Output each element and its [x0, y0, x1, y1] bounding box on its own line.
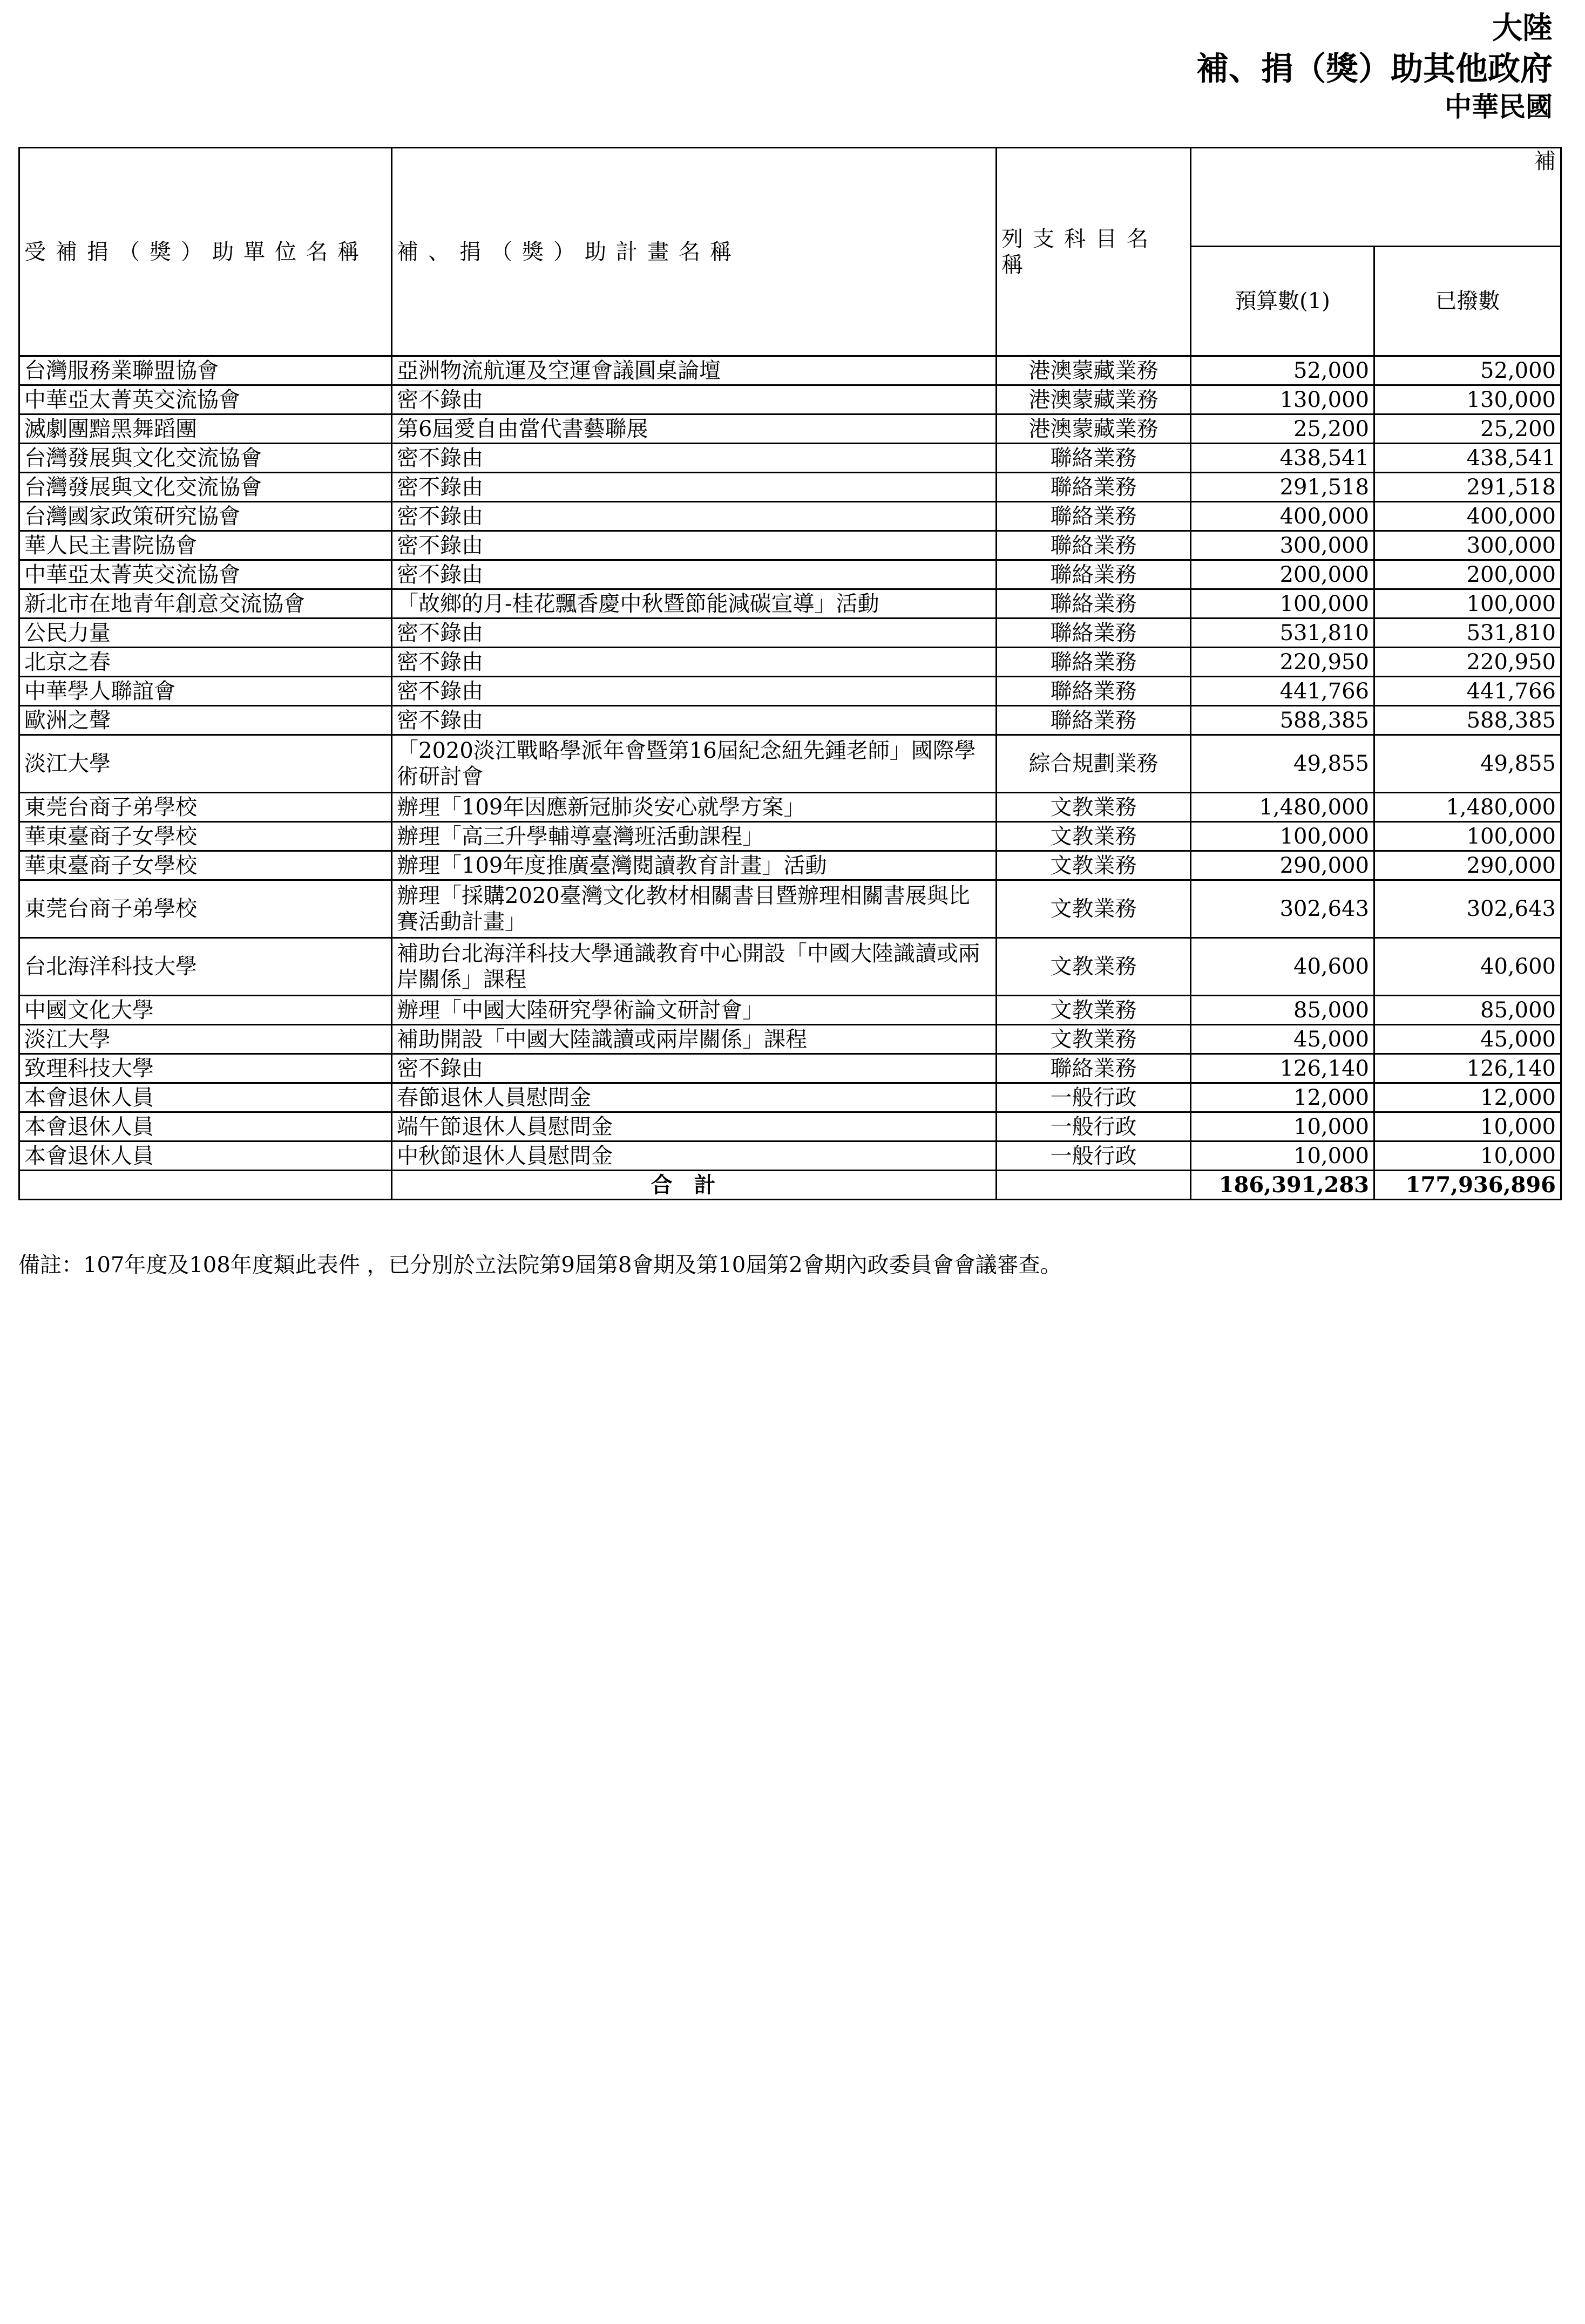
- table-row: [19, 531, 1561, 560]
- cell-unit: 華東臺商子女學校: [19, 851, 392, 880]
- cell-allocated: 49,855: [1374, 735, 1561, 793]
- cell-plan: 辦理「109年度推廣臺灣閱讀教育計畫」活動: [392, 851, 997, 880]
- table-row: [19, 1083, 1561, 1112]
- cell-account: 文教業務: [997, 851, 1191, 880]
- cell-account: 聯絡業務: [997, 473, 1191, 502]
- cell-account: 聯絡業務: [997, 1054, 1191, 1083]
- cell-plan: 密不錄由: [392, 1054, 997, 1083]
- column-header-plan: 補、捐（獎）助計畫名稱: [392, 148, 997, 356]
- cell-budget: 25,200: [1191, 414, 1374, 444]
- cell-allocated: 400,000: [1374, 502, 1561, 531]
- cell-plan: 亞洲物流航運及空運會議圓桌論壇: [392, 356, 997, 385]
- column-header-budget: 預算數(1): [1191, 247, 1374, 356]
- cell-allocated: 531,810: [1374, 619, 1561, 648]
- page-title-region: 大陸: [1492, 10, 1553, 46]
- cell-unit: 本會退休人員: [19, 1141, 392, 1171]
- cell-unit: 本會退休人員: [19, 1112, 392, 1141]
- cell-unit: 華人民主書院協會: [19, 531, 392, 560]
- cell-plan: 密不錄由: [392, 677, 997, 706]
- cell-unit: 中華亞太菁英交流協會: [19, 560, 392, 589]
- cell-unit: 東莞台商子弟學校: [19, 880, 392, 938]
- column-header-unit: 受補捐（獎）助單位名稱: [19, 148, 392, 356]
- cell-account: 港澳蒙藏業務: [997, 356, 1191, 385]
- cell-account: 聯絡業務: [997, 619, 1191, 648]
- cell-account: 聯絡業務: [997, 531, 1191, 560]
- cell-budget: 588,385: [1191, 706, 1374, 735]
- cell-plan: 密不錄由: [392, 385, 997, 414]
- cell-account: 聯絡業務: [997, 677, 1191, 706]
- cell-budget: 10,000: [1191, 1141, 1374, 1171]
- total-blank: [19, 1171, 392, 1200]
- cell-budget: 438,541: [1191, 444, 1374, 473]
- cell-plan: 辦理「高三升學輔導臺灣班活動課程」: [392, 822, 997, 851]
- cell-allocated: 100,000: [1374, 822, 1561, 851]
- cell-account: 一般行政: [997, 1083, 1191, 1112]
- cell-allocated: 291,518: [1374, 473, 1561, 502]
- table-row: [19, 938, 1561, 996]
- cell-account: 聯絡業務: [997, 648, 1191, 677]
- table-row: [19, 822, 1561, 851]
- cell-plan: 第6屆愛自由當代書藝聯展: [392, 414, 997, 444]
- cell-budget: 200,000: [1191, 560, 1374, 589]
- cell-account: 聯絡業務: [997, 706, 1191, 735]
- cell-unit: 致理科技大學: [19, 1054, 392, 1083]
- cell-allocated: 200,000: [1374, 560, 1561, 589]
- table-body: [19, 356, 1561, 1200]
- table-row: [19, 502, 1561, 531]
- cell-allocated: 85,000: [1374, 996, 1561, 1025]
- page-title: 補、捐（獎）助其他政府: [1196, 50, 1553, 88]
- cell-budget: 441,766: [1191, 677, 1374, 706]
- cell-allocated: 10,000: [1374, 1112, 1561, 1141]
- cell-budget: 12,000: [1191, 1083, 1374, 1112]
- table-row: [19, 1025, 1561, 1054]
- cell-allocated: 300,000: [1374, 531, 1561, 560]
- cell-allocated: 52,000: [1374, 356, 1561, 385]
- cell-plan: 密不錄由: [392, 648, 997, 677]
- cell-allocated: 1,480,000: [1374, 793, 1561, 822]
- cell-unit: 淡江大學: [19, 735, 392, 793]
- cell-account: 聯絡業務: [997, 502, 1191, 531]
- cell-plan: 端午節退休人員慰問金: [392, 1112, 997, 1141]
- cell-allocated: 441,766: [1374, 677, 1561, 706]
- cell-budget: 290,000: [1191, 851, 1374, 880]
- cell-plan: 密不錄由: [392, 473, 997, 502]
- cell-account: 文教業務: [997, 822, 1191, 851]
- cell-plan: 「2020淡江戰略學派年會暨第16屆紀念紐先鍾老師」國際學術研討會: [392, 735, 997, 793]
- cell-unit: 東莞台商子弟學校: [19, 793, 392, 822]
- cell-budget: 100,000: [1191, 822, 1374, 851]
- cell-budget: 291,518: [1191, 473, 1374, 502]
- cell-budget: 130,000: [1191, 385, 1374, 414]
- cell-unit: 台灣服務業聯盟協會: [19, 356, 392, 385]
- cell-account: 文教業務: [997, 996, 1191, 1025]
- table-row: [19, 619, 1561, 648]
- cell-budget: 49,855: [1191, 735, 1374, 793]
- cell-budget: 40,600: [1191, 938, 1374, 996]
- table-row: [19, 996, 1561, 1025]
- table-row: [19, 444, 1561, 473]
- table-row: [19, 677, 1561, 706]
- cell-account: 聯絡業務: [997, 560, 1191, 589]
- cell-account: 文教業務: [997, 880, 1191, 938]
- cell-budget: 126,140: [1191, 1054, 1374, 1083]
- cell-budget: 10,000: [1191, 1112, 1374, 1141]
- cell-unit: 淡江大學: [19, 1025, 392, 1054]
- table-row: [19, 880, 1561, 938]
- column-header-allocated: 已撥數: [1374, 247, 1561, 356]
- cell-unit: 華東臺商子女學校: [19, 822, 392, 851]
- cell-allocated: 438,541: [1374, 444, 1561, 473]
- cell-unit: 滅劇團黯黑舞蹈團: [19, 414, 392, 444]
- cell-unit: 中華學人聯誼會: [19, 677, 392, 706]
- cell-plan: 密不錄由: [392, 531, 997, 560]
- cell-account: 聯絡業務: [997, 444, 1191, 473]
- total-budget: 186,391,283: [1191, 1171, 1374, 1200]
- cell-allocated: 302,643: [1374, 880, 1561, 938]
- table-row: [19, 1054, 1561, 1083]
- table-row: [19, 414, 1561, 444]
- table-row: [19, 356, 1561, 385]
- cell-account: 港澳蒙藏業務: [997, 414, 1191, 444]
- cell-allocated: 290,000: [1374, 851, 1561, 880]
- cell-unit: 北京之春: [19, 648, 392, 677]
- table-row: [19, 735, 1561, 793]
- cell-plan: 中秋節退休人員慰問金: [392, 1141, 997, 1171]
- cell-plan: 補助台北海洋科技大學通識教育中心開設「中國大陸識讀或兩岸關係」課程: [392, 938, 997, 996]
- cell-unit: 公民力量: [19, 619, 392, 648]
- cell-allocated: 12,000: [1374, 1083, 1561, 1112]
- cell-plan: 「故鄉的月-桂花飄香慶中秋暨節能減碳宣導」活動: [392, 589, 997, 619]
- cell-plan: 辦理「109年因應新冠肺炎安心就學方案」: [392, 793, 997, 822]
- page-subtitle-country: 中華民國: [1445, 91, 1553, 123]
- cell-budget: 52,000: [1191, 356, 1374, 385]
- total-row: [19, 1171, 1561, 1200]
- cell-plan: 辦理「中國大陸研究學術論文研討會」: [392, 996, 997, 1025]
- cell-unit: 新北市在地青年創意交流協會: [19, 589, 392, 619]
- cell-budget: 300,000: [1191, 531, 1374, 560]
- table-row: [19, 560, 1561, 589]
- cell-account: 聯絡業務: [997, 589, 1191, 619]
- cell-budget: 45,000: [1191, 1025, 1374, 1054]
- cell-plan: 密不錄由: [392, 502, 997, 531]
- column-header-account: 列支科目名稱: [997, 148, 1191, 356]
- cell-plan: 密不錄由: [392, 560, 997, 589]
- cell-allocated: 588,385: [1374, 706, 1561, 735]
- cell-budget: 100,000: [1191, 589, 1374, 619]
- cell-allocated: 100,000: [1374, 589, 1561, 619]
- table-row: [19, 473, 1561, 502]
- cell-unit: 台灣發展與文化交流協會: [19, 444, 392, 473]
- cell-unit: 中華亞太菁英交流協會: [19, 385, 392, 414]
- cell-account: 文教業務: [997, 938, 1191, 996]
- cell-budget: 220,950: [1191, 648, 1374, 677]
- cell-plan: 密不錄由: [392, 619, 997, 648]
- cell-budget: 531,810: [1191, 619, 1374, 648]
- cell-unit: 台灣國家政策研究協會: [19, 502, 392, 531]
- cell-allocated: 130,000: [1374, 385, 1561, 414]
- cell-allocated: 25,200: [1374, 414, 1561, 444]
- cell-unit: 本會退休人員: [19, 1083, 392, 1112]
- cell-allocated: 45,000: [1374, 1025, 1561, 1054]
- column-header-group: 補: [1191, 148, 1561, 247]
- total-allocated: 177,936,896: [1374, 1171, 1561, 1200]
- total-label: 合計: [392, 1171, 997, 1200]
- cell-unit: 歐洲之聲: [19, 706, 392, 735]
- cell-unit: 中國文化大學: [19, 996, 392, 1025]
- table-row: [19, 385, 1561, 414]
- cell-account: 一般行政: [997, 1141, 1191, 1171]
- cell-plan: 春節退休人員慰問金: [392, 1083, 997, 1112]
- cell-plan: 辦理「採購2020臺灣文化教材相關書目暨辦理相關書展與比賽活動計畫」: [392, 880, 997, 938]
- cell-account: 綜合規劃業務: [997, 735, 1191, 793]
- cell-allocated: 10,000: [1374, 1141, 1561, 1171]
- cell-account: 文教業務: [997, 793, 1191, 822]
- cell-plan: 補助開設「中國大陸識讀或兩岸關係」課程: [392, 1025, 997, 1054]
- total-blank: [997, 1171, 1191, 1200]
- cell-account: 一般行政: [997, 1112, 1191, 1141]
- table-row: [19, 851, 1561, 880]
- table-row: [19, 706, 1561, 735]
- cell-plan: 密不錄由: [392, 706, 997, 735]
- cell-plan: 密不錄由: [392, 444, 997, 473]
- cell-account: 文教業務: [997, 1025, 1191, 1054]
- cell-budget: 1,480,000: [1191, 793, 1374, 822]
- cell-unit: 台北海洋科技大學: [19, 938, 392, 996]
- table-row: [19, 1112, 1561, 1141]
- cell-unit: 台灣發展與文化交流協會: [19, 473, 392, 502]
- table-row: [19, 589, 1561, 619]
- table-row: [19, 793, 1561, 822]
- cell-allocated: 40,600: [1374, 938, 1561, 996]
- cell-allocated: 126,140: [1374, 1054, 1561, 1083]
- footnote: 備註：107年度及108年度類此表件 ，已分別於立法院第9屆第8會期及第10屆第2會期內政委員會會議審查。: [18, 1253, 1062, 1277]
- cell-account: 港澳蒙藏業務: [997, 385, 1191, 414]
- cell-allocated: 220,950: [1374, 648, 1561, 677]
- table-row: [19, 1141, 1561, 1171]
- subsidy-table: [18, 147, 1562, 1200]
- cell-budget: 400,000: [1191, 502, 1374, 531]
- cell-budget: 85,000: [1191, 996, 1374, 1025]
- table-row: [19, 648, 1561, 677]
- cell-budget: 302,643: [1191, 880, 1374, 938]
